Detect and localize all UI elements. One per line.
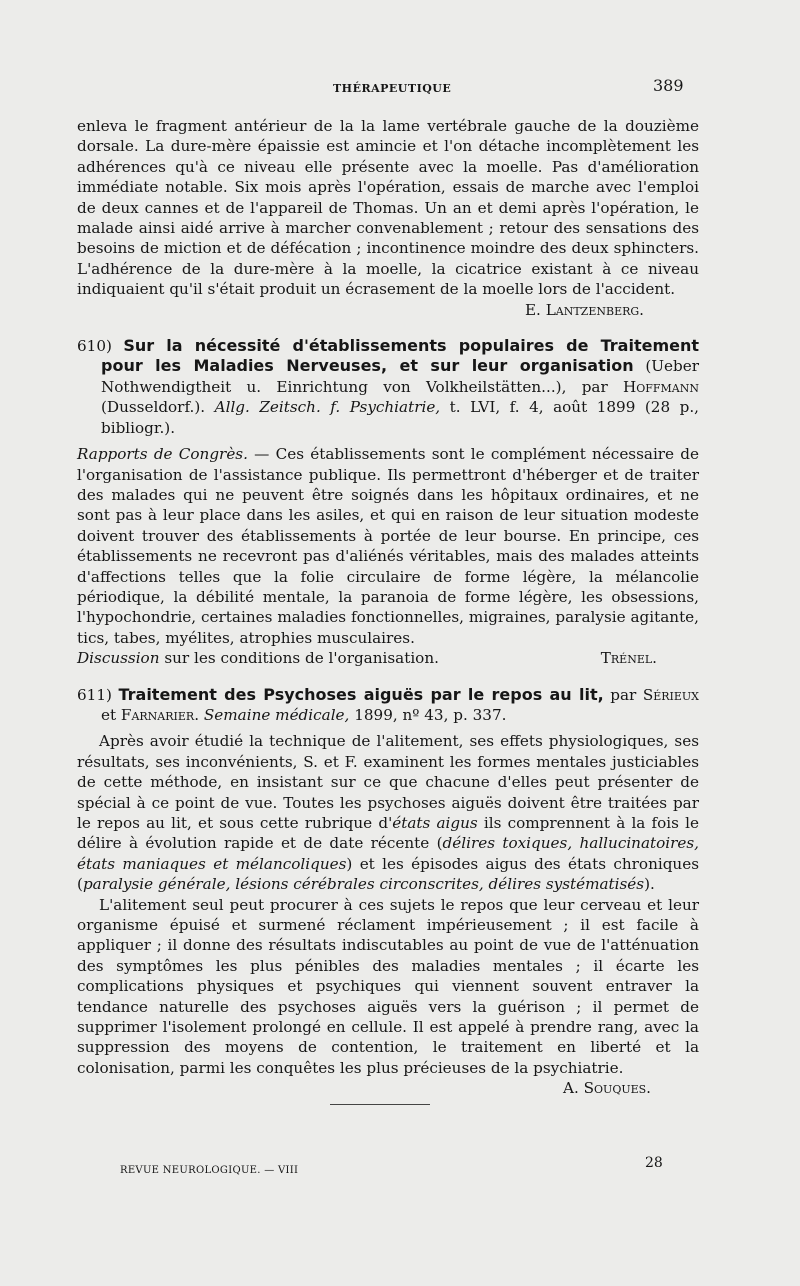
entry-610-discussion-row xyxy=(77,648,699,668)
entry-610-title: Sur la nécessité d'établissements populaires de Traitement pour les Maladies Nerveuses, et sur leur organisation xyxy=(101,336,700,376)
entry-611-and: et xyxy=(101,705,121,724)
entry-610-author: Hoffmann xyxy=(623,377,699,396)
entry-610-heading xyxy=(77,336,699,438)
footer-sheet-number: 28 xyxy=(645,1155,663,1171)
entry-611-paragraph-2 xyxy=(77,895,699,1079)
signature-trenel: Trénel. xyxy=(600,649,657,668)
continuation-paragraph: enleva le fragment antérieur de la la lame vertébrale gauche de la douzième dorsale. La dure-mère épaissie est amincie et l'on détache incomplètement les adhérences qu'à ce niveau elle présente avec la moelle. Pas d'amélioration immédiate notable. Six mois après l'opération, essais de marche avec l'emploi de deux cannes et de l'appareil de Thomas. Un an et demi après l'opération, le malade ainsi aidé arrive à marcher convenablement ; retour des sensations des besoins de miction et de défécation ; incontinence moindre des deux sphincters. L'adhérence de la dure-mère à la moelle, la cicatrice existant à ce niveau indiquaient qu'il s'était produit un écrasement de la moelle lors de l'accident. xyxy=(77,117,699,299)
signature-souques-row xyxy=(137,1078,651,1098)
entry-610-discussion-text: sur les conditions de l'organisation. xyxy=(159,649,439,668)
entry-611-paragraph-1 xyxy=(77,731,699,894)
footer-journal-name: REVUE NEUROLOGIQUE. — VIII xyxy=(120,1165,299,1176)
entry-610-abstract xyxy=(77,444,699,648)
entry-611-journal: Semaine médicale, xyxy=(199,705,350,724)
entry-611 xyxy=(77,685,699,1099)
entry-610-number: 610) xyxy=(77,337,112,356)
entry-611-p2: L'alitement seul peut procurer à ces sujets le repos que leur cerveau et leur organisme épuisé et surmené réclament impérieusement ; il est facile à appliquer ; il donne des résultats indiscutables au point de vue de l'atténuation des symptômes les plus pénibles des maladies mentales ; il écarte les complications physiques et psychiques qui viennent souvent entraver la tendance naturelle des psychoses aiguës vers la guérison ; il permet de supprimer l'isolement prolongé en cellule. Il est appelé à prendre rang, avec la suppression des moyens de contention, le traitement en liberté et la colonisation, parmi les conquêtes les plus précieuses de la psychiatrie. xyxy=(77,895,699,1077)
entry-611-p1-i2: délires toxiques, hallucinatoires, états maniaques et mélancoliques xyxy=(77,834,699,873)
entry-611-p1-i3: paralysie générale, lésions cérébrales circonscrites, délires systématisés xyxy=(82,875,645,894)
end-rule xyxy=(330,1104,430,1105)
entry-610-lead-label: Rapports de Congrès. xyxy=(77,445,248,464)
signature-souques: A. Souques. xyxy=(563,1079,651,1098)
entry-611-author1: Sérieux xyxy=(642,685,700,704)
page-header xyxy=(0,76,800,100)
entry-611-p1-c: ) et les épisodes aigus des états chroniques ( xyxy=(77,854,699,894)
entry-611-heading xyxy=(77,685,699,726)
entry-610-discussion-label: Discussion xyxy=(77,649,160,668)
entry-611-p1-i1: états aigus xyxy=(392,814,478,832)
page-footer xyxy=(0,1155,800,1185)
entry-610-body: — Ces établissements sont le complément nécessaire de l'organisation de l'assistance publique. Ils permettront d'héberger et de traiter des malades qui ne peuvent être soignés dans les hôpitaux ordinaires, et ne sont pas à leur place dans les asiles, et qui en raison de leur situation modeste doivent trouver des établissements à portée de leur bourse. En principe, ces établissements ne recevront pas d'aliénés véritables, mais des malades atteints d'affections telles que la folie circulaire de forme légère, la mélancolie périodique, la débilité mentale, la paranoia de forme légère, les obsessions, l'hypochondrie, certaines maladies fonctionnelles, migraines, paralysie agitante, tics, tabes, myélites, atrophies musculaires. xyxy=(77,445,700,647)
entry-610-subtitle-pre: (Ueber Nothwendigtheit u. Einrichtung von Volkheilstätten...), par xyxy=(101,357,700,396)
entry-611-citation: 1899, nº 43, p. 337. xyxy=(349,705,507,724)
entry-610-citation: t. LVI, f. 4, août 1899 (28 p., bibliogr.). xyxy=(101,398,700,437)
entry-610 xyxy=(77,336,699,669)
entry-611-number: 611) xyxy=(77,685,112,704)
entry-611-by: par xyxy=(603,685,643,704)
signature-lantzenberg: E. Lantzenberg. xyxy=(524,300,644,319)
entry-611-author2: Farnarier. xyxy=(120,705,200,724)
entry-610-subtitle-mid: (Dusseldorf.). xyxy=(101,398,215,417)
page-number: 389 xyxy=(653,76,684,95)
running-title: THÉRAPEUTIQUE xyxy=(333,82,452,95)
entry-611-p1-a: Après avoir étudié la technique de l'alitement, ses effets physiologiques, ses résultats, ses inconvénients, S. et F. examinent les formes mentales justiciables de cette méthode, en insistant sur ce que chacune d'elles peut présenter de spécial à ce point de vue. Toutes les psychoses aiguës doivent être traitées par le repos au lit, et sous cette rubrique d' xyxy=(77,732,699,832)
entry-610-discussion xyxy=(77,648,439,668)
entry-611-p1-d: ). xyxy=(644,875,655,894)
entry-610-journal: Allg. Zeitsch. f. Psychiatrie, xyxy=(214,398,441,417)
entry-611-p1-b: ils comprennent à la fois le délire à évolution rapide et de date récente ( xyxy=(77,814,699,853)
entry-611-title: Traitement des Psychoses aiguës par le repos au lit, xyxy=(118,684,604,704)
page-body xyxy=(77,116,699,1099)
